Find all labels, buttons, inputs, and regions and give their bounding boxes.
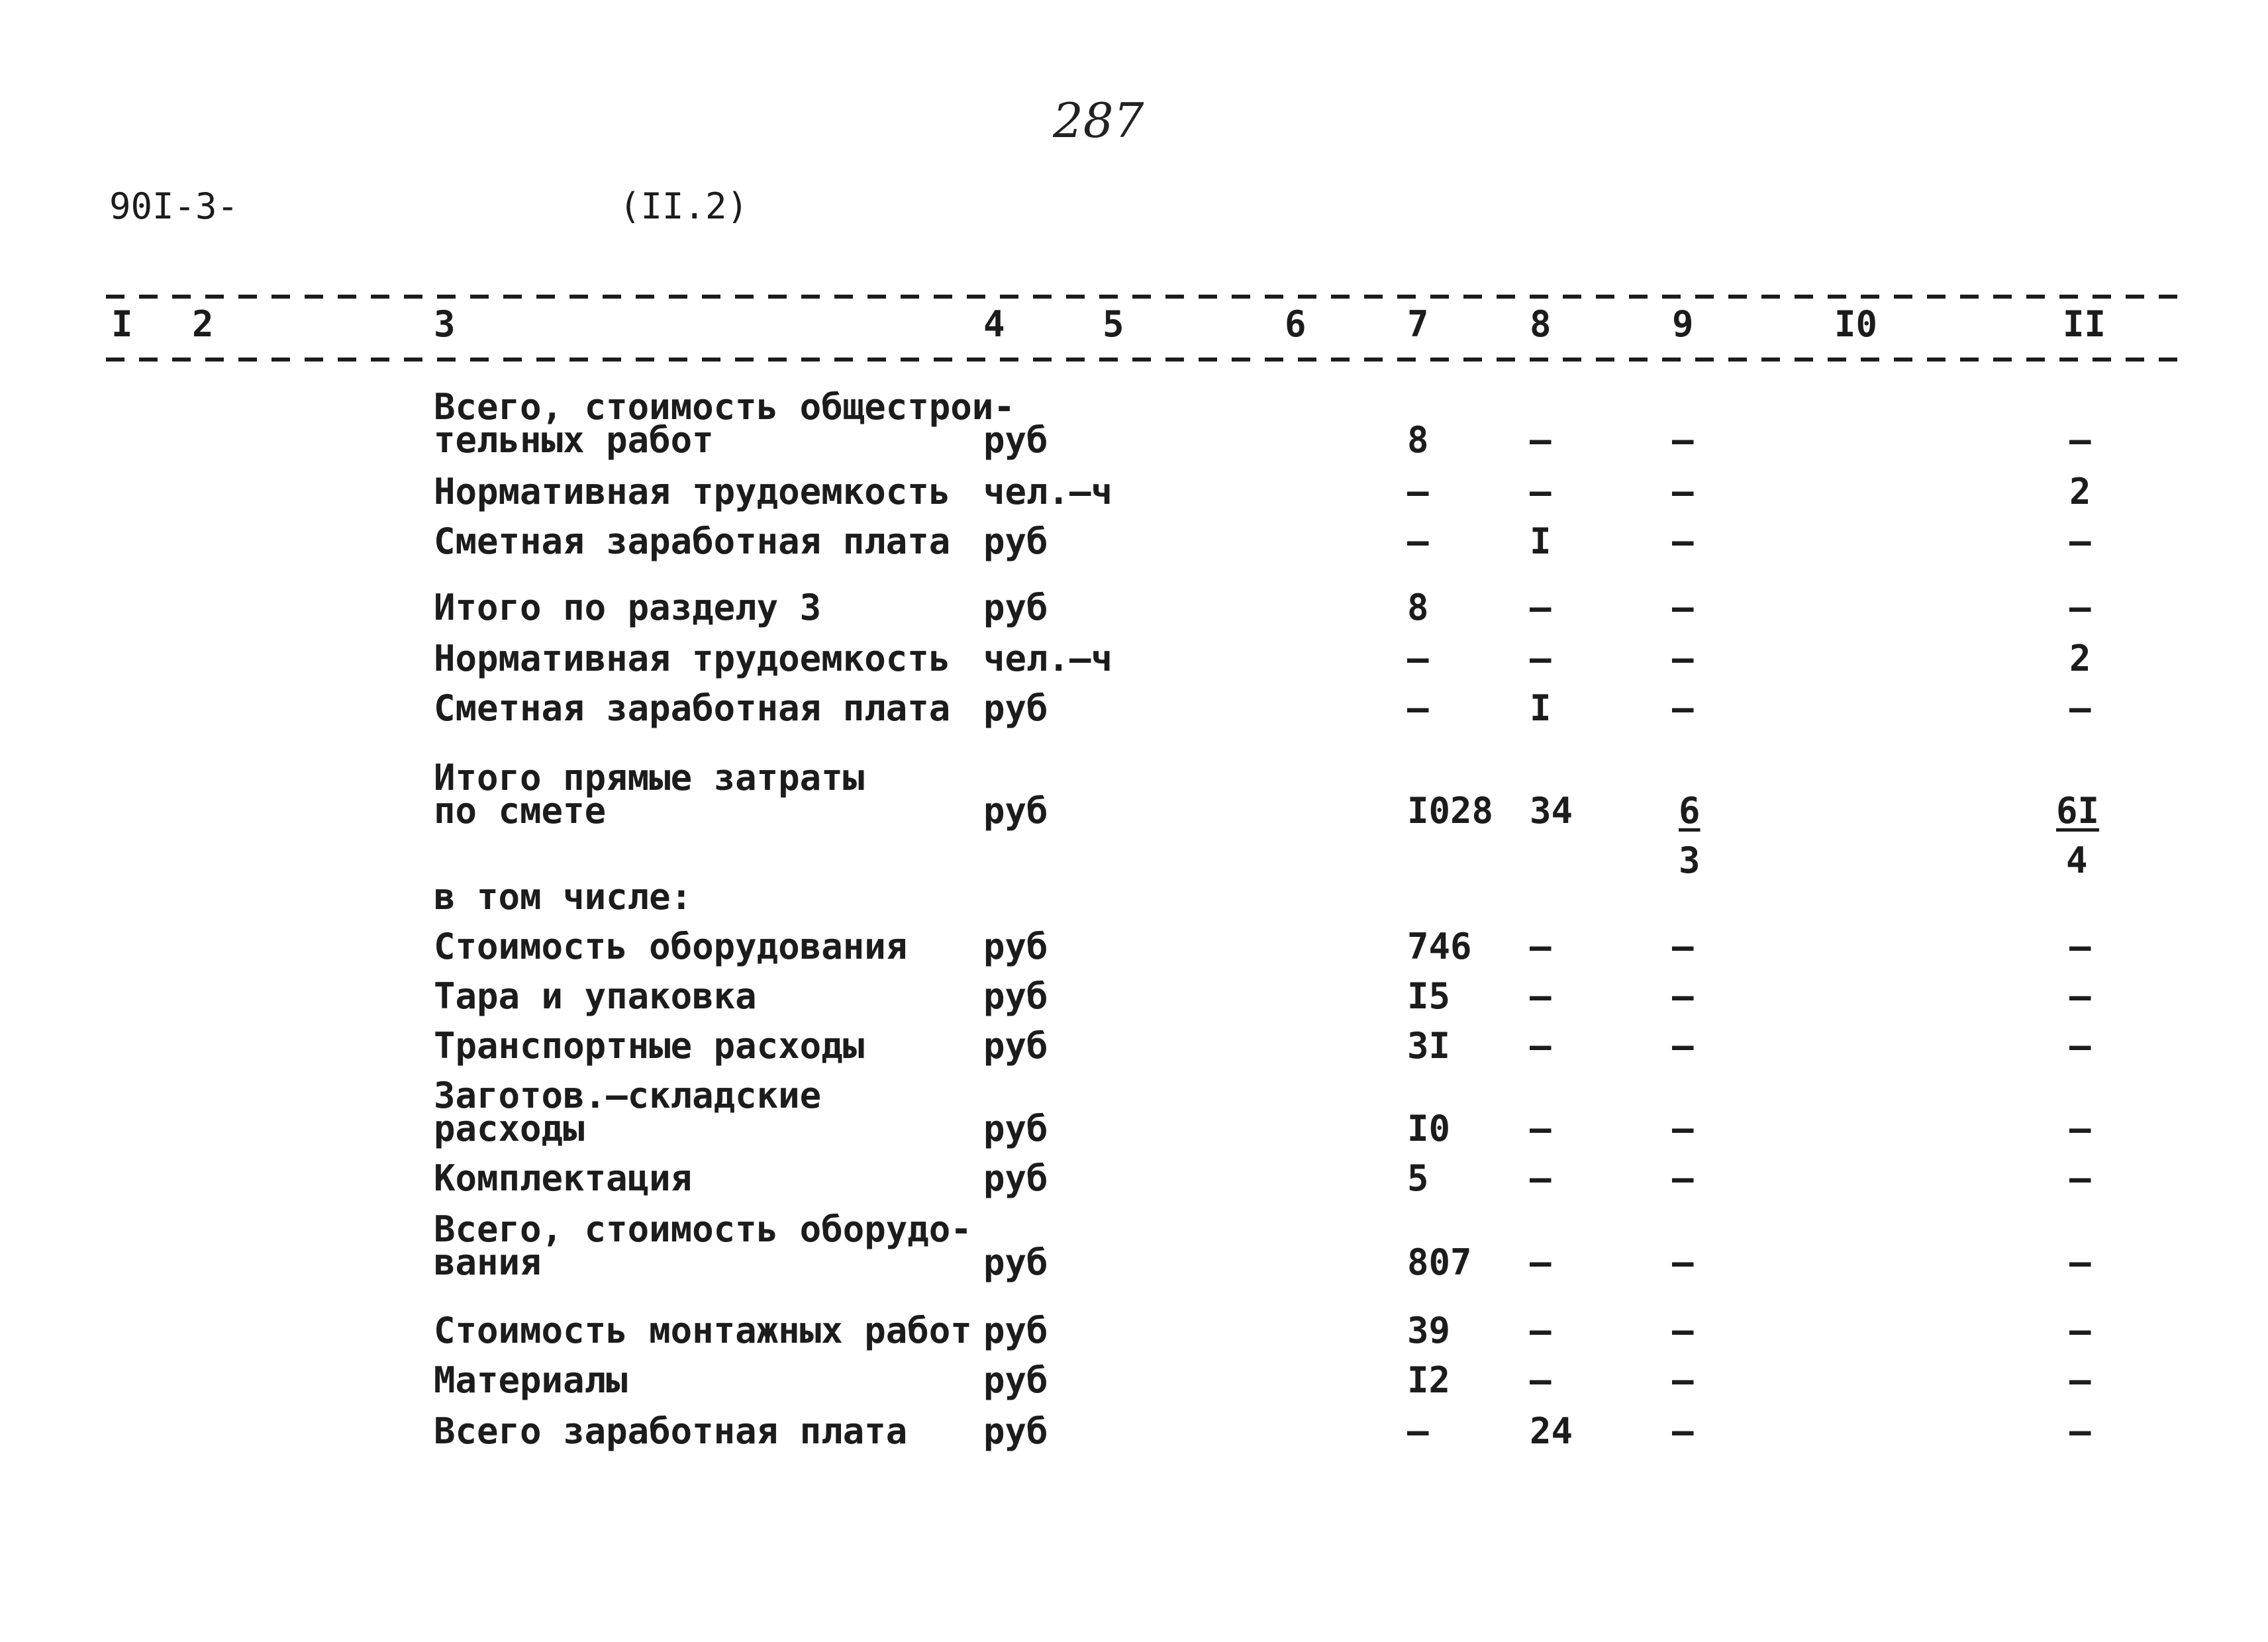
col11-cell: – — [2069, 687, 2091, 729]
col11-cell: – — [2069, 1108, 2091, 1149]
row-description — [434, 1359, 628, 1401]
row-description — [434, 638, 951, 679]
column-header: 2 — [192, 303, 214, 345]
unit-cell: руб — [983, 520, 1048, 562]
unit-cell: чел.–ч — [983, 638, 1113, 679]
col7-cell: 746 — [1407, 926, 1472, 967]
col7-cell: – — [1407, 638, 1429, 679]
column-header: 5 — [1103, 303, 1124, 345]
col8-cell: – — [1530, 471, 1552, 512]
col11-cell: – — [2069, 419, 2091, 461]
col11-cell: 2 — [2069, 471, 2091, 512]
col7-cell: 807 — [1407, 1241, 1472, 1283]
description-line: Итого прямые затраты — [434, 757, 865, 798]
col9-cell: – — [1672, 587, 1694, 628]
col11-cell: – — [2069, 1241, 2091, 1283]
col11-cell: – — [2069, 1310, 2091, 1351]
unit-cell: руб — [983, 1108, 1048, 1149]
col11-cell: – — [2069, 1025, 2091, 1067]
row-description — [434, 926, 908, 967]
col8-cell: I — [1530, 520, 1552, 562]
header-bottom-rule — [106, 358, 2185, 362]
description-line: по смете — [434, 790, 607, 832]
col9-numerator: 6 — [1679, 790, 1701, 832]
column-header: 6 — [1285, 303, 1307, 345]
description-line: Стоимость монтажных работ — [434, 1310, 972, 1351]
col11-cell: – — [2069, 1157, 2091, 1199]
col8-cell: 34 — [1530, 790, 1573, 832]
row-description — [434, 386, 1015, 461]
col11-numerator: 6I — [2056, 790, 2100, 832]
col8-cell: – — [1530, 638, 1552, 679]
unit-cell: руб — [983, 1157, 1048, 1199]
description-line: Материалы — [434, 1359, 628, 1401]
unit-cell: руб — [983, 419, 1048, 461]
description-line: тельных работ — [434, 419, 714, 461]
col8-cell: 24 — [1530, 1410, 1573, 1452]
col8-cell: – — [1530, 1157, 1552, 1199]
col9-cell: – — [1672, 975, 1694, 1017]
description-line: Сметная заработная плата — [434, 687, 951, 729]
col8-cell: – — [1530, 926, 1552, 967]
description-line: Комплектация — [434, 1157, 693, 1199]
col11-cell: 2 — [2069, 638, 2091, 679]
row-description — [434, 1157, 693, 1199]
row-description — [434, 587, 822, 628]
unit-cell: руб — [983, 1241, 1048, 1283]
col9-cell: – — [1672, 926, 1694, 967]
column-header: 4 — [983, 303, 1005, 345]
description-line: Нормативная трудоемкость — [434, 638, 951, 679]
row-description — [434, 1208, 972, 1283]
description-line: Тара и упаковка — [434, 975, 757, 1017]
description-line: Всего заработная плата — [434, 1410, 908, 1452]
col7-cell: 3I — [1407, 1025, 1451, 1067]
col9-cell: – — [1672, 638, 1694, 679]
column-header: I — [111, 303, 133, 345]
row-description — [434, 471, 951, 512]
col9-cell: – — [1672, 1157, 1694, 1199]
col9-cell: – — [1672, 1310, 1694, 1351]
page-number: 287 — [1053, 93, 1144, 148]
description-line: вания — [434, 1241, 542, 1283]
col7-cell: – — [1407, 687, 1429, 729]
col9-cell: – — [1672, 1359, 1694, 1401]
unit-cell: руб — [983, 1310, 1048, 1351]
col11-cell: – — [2069, 975, 2091, 1017]
col7-cell: I5 — [1407, 975, 1451, 1017]
col7-cell: 8 — [1407, 419, 1429, 461]
description-line: Транспортные расходы — [434, 1025, 865, 1067]
description-line: Всего, стоимость оборудо- — [434, 1208, 972, 1250]
col11-cell: – — [2069, 1410, 2091, 1452]
row-description — [434, 1025, 865, 1067]
description-line: Нормативная трудоемкость — [434, 471, 951, 512]
header-top-rule — [106, 295, 2185, 299]
column-header: 8 — [1530, 303, 1552, 345]
col7-cell: – — [1407, 471, 1429, 512]
col11-denominator: 4 — [2066, 840, 2088, 881]
description-line: в том числе: — [434, 876, 693, 918]
description-line: Стоимость оборудования — [434, 926, 908, 967]
document-code: 90I-3- — [109, 185, 239, 227]
col7-cell: I0 — [1407, 1108, 1451, 1149]
col11-cell: – — [2069, 520, 2091, 562]
col8-cell: – — [1530, 587, 1552, 628]
col7-cell: I028 — [1407, 790, 1494, 832]
unit-cell: руб — [983, 687, 1048, 729]
col7-cell: I2 — [1407, 1359, 1451, 1401]
unit-cell: руб — [983, 587, 1048, 628]
col8-cell: – — [1530, 975, 1552, 1017]
section-reference: (II.2) — [619, 185, 749, 227]
col11-cell: – — [2069, 926, 2091, 967]
col9-cell: – — [1672, 1025, 1694, 1067]
col8-cell: – — [1530, 1359, 1552, 1401]
row-description — [434, 876, 693, 918]
description-line: Заготов.–складские — [434, 1075, 822, 1116]
col7-cell: – — [1407, 520, 1429, 562]
column-header: 3 — [434, 303, 456, 345]
col7-cell: 39 — [1407, 1310, 1451, 1351]
unit-cell: руб — [983, 1025, 1048, 1067]
unit-cell: руб — [983, 926, 1048, 967]
col8-cell: – — [1530, 1310, 1552, 1351]
col7-cell: 5 — [1407, 1157, 1429, 1199]
col11-cell: – — [2069, 587, 2091, 628]
row-description — [434, 1075, 822, 1149]
row-description — [434, 687, 951, 729]
description-line: расходы — [434, 1108, 585, 1149]
description-line: Итого по разделу 3 — [434, 587, 822, 628]
col9-cell: – — [1672, 471, 1694, 512]
col9-cell: – — [1672, 1410, 1694, 1452]
col9-cell: – — [1672, 1241, 1694, 1283]
unit-cell: чел.–ч — [983, 471, 1113, 512]
col8-cell: I — [1530, 687, 1552, 729]
unit-cell: руб — [983, 1359, 1048, 1401]
column-header: 7 — [1407, 303, 1429, 345]
col9-cell: – — [1672, 520, 1694, 562]
col8-cell: – — [1530, 1025, 1552, 1067]
col8-cell: – — [1530, 1241, 1552, 1283]
unit-cell: руб — [983, 1410, 1048, 1452]
col7-cell: 8 — [1407, 587, 1429, 628]
unit-cell: руб — [983, 975, 1048, 1017]
col9-cell: – — [1672, 687, 1694, 729]
row-description — [434, 757, 865, 832]
col9-cell: – — [1672, 419, 1694, 461]
col9-denominator: 3 — [1679, 840, 1701, 881]
description-line: Сметная заработная плата — [434, 520, 951, 562]
column-header: 9 — [1672, 303, 1694, 345]
description-line: Всего, стоимость общестрои- — [434, 386, 1015, 428]
col7-cell: – — [1407, 1410, 1429, 1452]
col8-cell: – — [1530, 419, 1552, 461]
row-description — [434, 1310, 972, 1351]
column-header: I0 — [1834, 303, 1878, 345]
column-header: II — [2063, 303, 2106, 345]
row-description — [434, 975, 757, 1017]
col11-cell: – — [2069, 1359, 2091, 1401]
unit-cell: руб — [983, 790, 1048, 832]
col9-cell: – — [1672, 1108, 1694, 1149]
row-description — [434, 1410, 908, 1452]
row-description — [434, 520, 951, 562]
col8-cell: – — [1530, 1108, 1552, 1149]
